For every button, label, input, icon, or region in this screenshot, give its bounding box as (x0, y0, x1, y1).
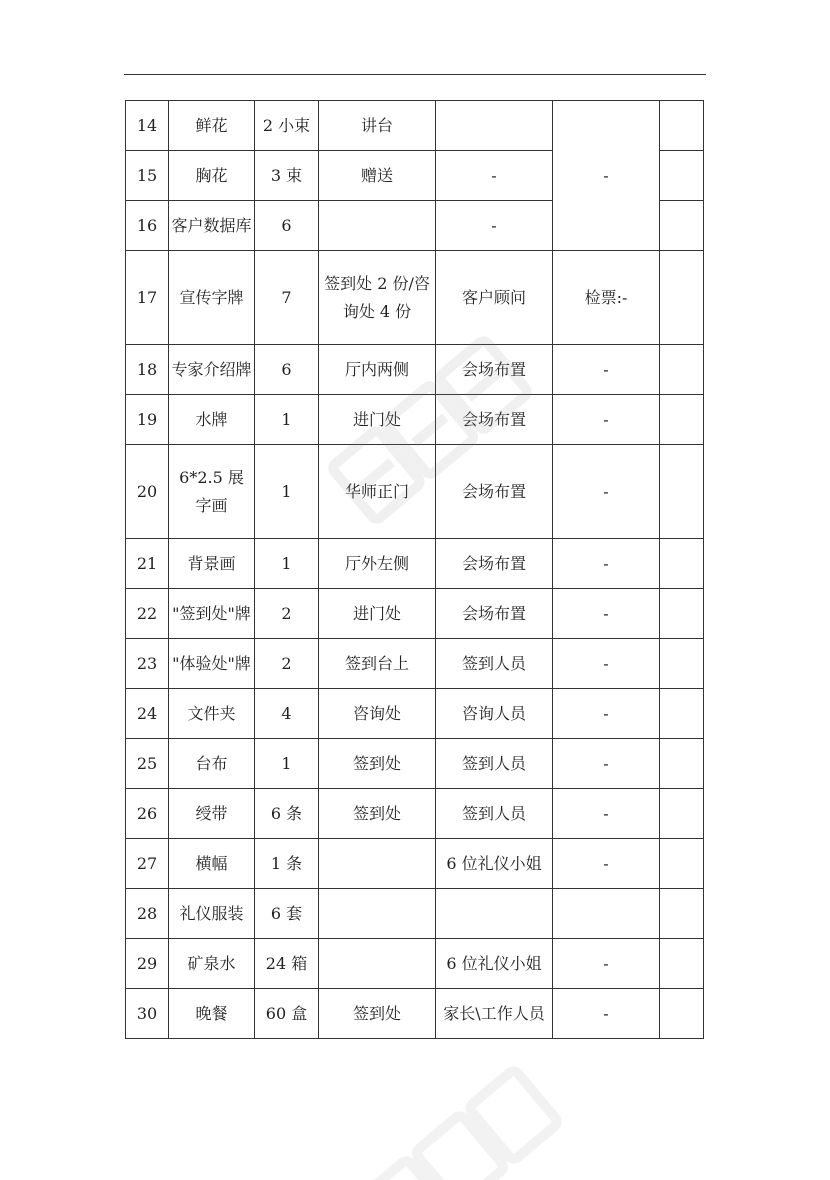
cell-note: - (553, 589, 660, 639)
table-row (126, 839, 704, 889)
cell-note (553, 889, 660, 939)
cell-item: 胸花 (169, 151, 255, 201)
cell-qty: 6 (255, 201, 319, 251)
table-row (126, 939, 704, 989)
cell-place: 签到处 2 份/咨询处 4 份 (319, 251, 436, 345)
cell-extra (660, 201, 704, 251)
cell-extra (660, 345, 704, 395)
cell-owner: 6 位礼仪小姐 (436, 839, 553, 889)
cell-extra (660, 639, 704, 689)
cell-no: 14 (126, 101, 169, 151)
cell-owner: 会场布置 (436, 345, 553, 395)
cell-note: - (553, 639, 660, 689)
cell-extra (660, 589, 704, 639)
cell-no: 19 (126, 395, 169, 445)
cell-qty: 1 (255, 739, 319, 789)
cell-note: 检票:- (553, 251, 660, 345)
cell-item: 礼仪服装 (169, 889, 255, 939)
cell-place: 进门处 (319, 589, 436, 639)
cell-place: 签到处 (319, 989, 436, 1039)
cell-qty: 4 (255, 689, 319, 739)
table-row (126, 789, 704, 839)
cell-item: "体验处"牌 (169, 639, 255, 689)
cell-extra (660, 939, 704, 989)
cell-owner (436, 101, 553, 151)
watermark-graphic-bottom (330, 1040, 590, 1180)
cell-place: 华师正门 (319, 445, 436, 539)
cell-note: - (553, 539, 660, 589)
cell-place: 签到台上 (319, 639, 436, 689)
cell-extra (660, 251, 704, 345)
cell-extra (660, 739, 704, 789)
cell-qty: 24 箱 (255, 939, 319, 989)
table-row (126, 989, 704, 1039)
cell-extra (660, 539, 704, 589)
cell-owner: 会场布置 (436, 539, 553, 589)
cell-owner: 会场布置 (436, 589, 553, 639)
cell-extra (660, 889, 704, 939)
cell-extra (660, 989, 704, 1039)
cell-place: 咨询处 (319, 689, 436, 739)
cell-extra (660, 789, 704, 839)
cell-no: 16 (126, 201, 169, 251)
cell-item: "签到处"牌 (169, 589, 255, 639)
cell-extra (660, 101, 704, 151)
cell-no: 18 (126, 345, 169, 395)
cell-place (319, 939, 436, 989)
cell-no: 20 (126, 445, 169, 539)
cell-qty: 7 (255, 251, 319, 345)
cell-extra (660, 151, 704, 201)
cell-owner (436, 889, 553, 939)
cell-item: 背景画 (169, 539, 255, 589)
cell-item: 鲜花 (169, 101, 255, 151)
cell-owner: - (436, 201, 553, 251)
cell-no: 29 (126, 939, 169, 989)
cell-no: 22 (126, 589, 169, 639)
table-row (126, 251, 704, 345)
table-row (126, 889, 704, 939)
cell-item: 水牌 (169, 395, 255, 445)
cell-item: 晚餐 (169, 989, 255, 1039)
cell-no: 26 (126, 789, 169, 839)
cell-item: 矿泉水 (169, 939, 255, 989)
cell-place: 讲台 (319, 101, 436, 151)
cell-qty: 60 盒 (255, 989, 319, 1039)
table-row (126, 101, 704, 151)
cell-item: 横幅 (169, 839, 255, 889)
cell-extra (660, 839, 704, 889)
cell-place: 签到处 (319, 739, 436, 789)
cell-qty: 6 条 (255, 789, 319, 839)
cell-place (319, 201, 436, 251)
cell-owner: 签到人员 (436, 639, 553, 689)
cell-place: 赠送 (319, 151, 436, 201)
cell-qty: 6 (255, 345, 319, 395)
cell-owner: 会场布置 (436, 445, 553, 539)
cell-qty: 2 (255, 589, 319, 639)
cell-place: 厅外左侧 (319, 539, 436, 589)
cell-note: - (553, 789, 660, 839)
cell-owner: 咨询人员 (436, 689, 553, 739)
cell-owner: 6 位礼仪小姐 (436, 939, 553, 989)
cell-no: 15 (126, 151, 169, 201)
cell-no: 25 (126, 739, 169, 789)
cell-place (319, 839, 436, 889)
cell-owner: 签到人员 (436, 789, 553, 839)
cell-note: - (553, 989, 660, 1039)
cell-no: 21 (126, 539, 169, 589)
cell-qty: 1 (255, 395, 319, 445)
cell-item: 专家介绍牌 (169, 345, 255, 395)
cell-item: 6*2.5 展字画 (169, 445, 255, 539)
cell-note: - (553, 395, 660, 445)
cell-qty: 6 套 (255, 889, 319, 939)
cell-item: 客户数据库 (169, 201, 255, 251)
cell-qty: 2 (255, 639, 319, 689)
cell-note: - (553, 445, 660, 539)
cell-no: 27 (126, 839, 169, 889)
table-row (126, 689, 704, 739)
cell-place (319, 889, 436, 939)
cell-owner: 家长\工作人员 (436, 989, 553, 1039)
cell-note: - (553, 345, 660, 395)
cell-place: 进门处 (319, 395, 436, 445)
cell-owner: - (436, 151, 553, 201)
cell-qty: 3 束 (255, 151, 319, 201)
cell-item: 绶带 (169, 789, 255, 839)
cell-no: 17 (126, 251, 169, 345)
header-rule (124, 74, 706, 75)
cell-no: 24 (126, 689, 169, 739)
cell-no: 28 (126, 889, 169, 939)
table-row (126, 445, 704, 539)
cell-owner: 签到人员 (436, 739, 553, 789)
cell-extra (660, 689, 704, 739)
cell-item: 台布 (169, 739, 255, 789)
cell-qty: 2 小束 (255, 101, 319, 151)
cell-no: 30 (126, 989, 169, 1039)
supplies-table (125, 100, 704, 1039)
cell-no: 23 (126, 639, 169, 689)
cell-item: 文件夹 (169, 689, 255, 739)
cell-note: - (553, 101, 660, 251)
cell-note: - (553, 939, 660, 989)
cell-item: 宣传字牌 (169, 251, 255, 345)
cell-note: - (553, 689, 660, 739)
table-row (126, 739, 704, 789)
cell-extra (660, 395, 704, 445)
cell-qty: 1 条 (255, 839, 319, 889)
table-row (126, 345, 704, 395)
cell-qty: 1 (255, 445, 319, 539)
cell-extra (660, 445, 704, 539)
table-row (126, 589, 704, 639)
cell-owner: 会场布置 (436, 395, 553, 445)
table-row (126, 639, 704, 689)
cell-place: 签到处 (319, 789, 436, 839)
table-row (126, 395, 704, 445)
table-row (126, 539, 704, 589)
cell-place: 厅内两侧 (319, 345, 436, 395)
cell-note: - (553, 839, 660, 889)
cell-owner: 客户顾问 (436, 251, 553, 345)
cell-qty: 1 (255, 539, 319, 589)
cell-note: - (553, 739, 660, 789)
